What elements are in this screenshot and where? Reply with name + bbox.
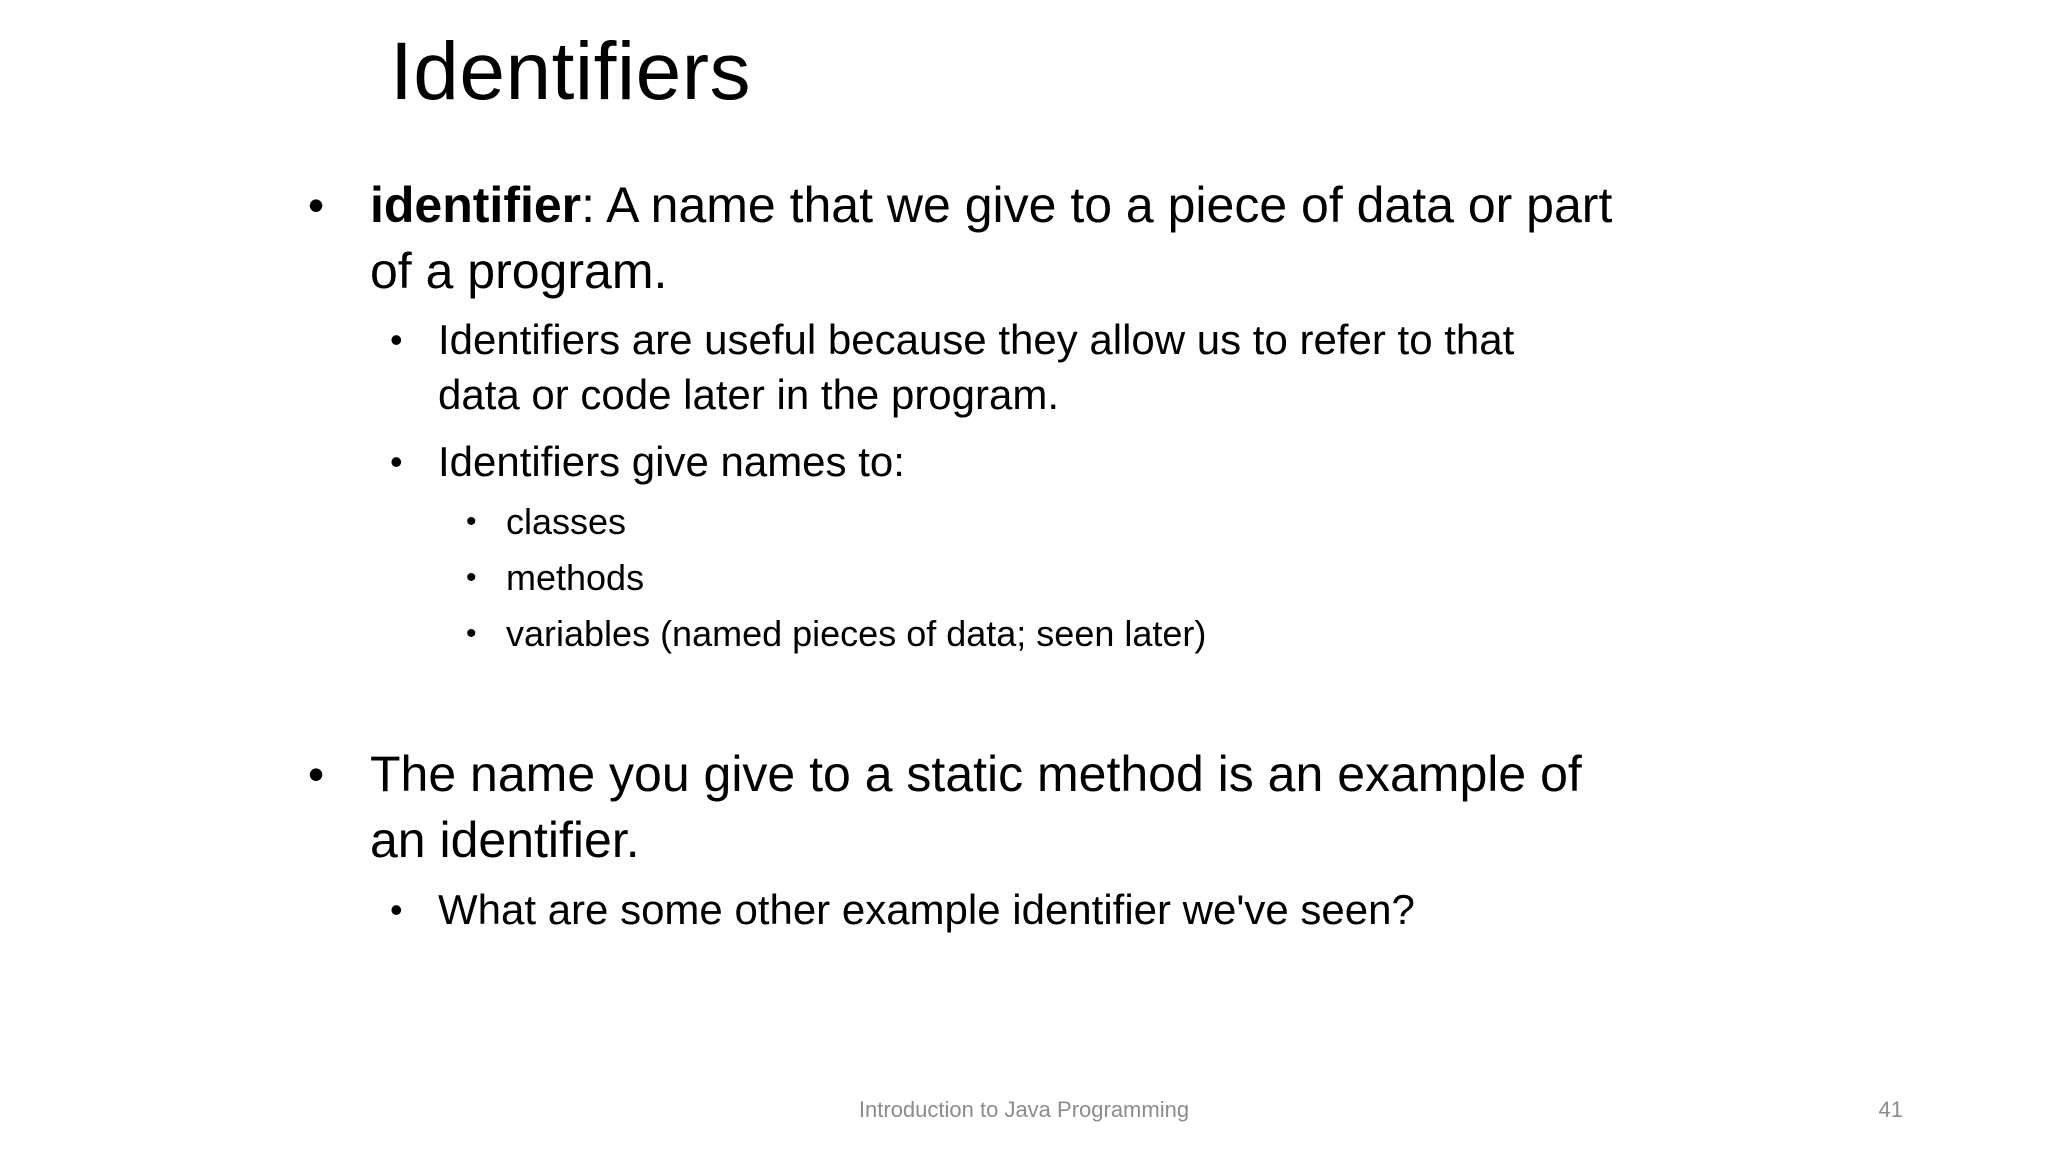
sub-bullet-useful [390, 312, 1514, 422]
slide-title: Identifiers [390, 26, 752, 117]
sub-bullet-question [390, 882, 1415, 937]
bullet-text-line-2: of a program. [370, 243, 668, 299]
list-item-methods [466, 553, 644, 603]
bullet-text-line-1: The name you give to a static method is an example of [370, 746, 1582, 802]
sub-bullet-text: Identifiers give names to: [438, 438, 905, 485]
bullet-static-method-example [308, 741, 1582, 873]
list-item-text: classes [506, 501, 627, 542]
bullet-marker: • [308, 179, 325, 231]
term-identifier: identifier [370, 177, 582, 233]
sub-bullet-text: What are some other example identifier we've seen? [438, 886, 1415, 933]
footer-course-title: Introduction to Java Programming [858, 1097, 1190, 1122]
bullet-identifier-definition [308, 172, 1612, 304]
list-item-text: methods [506, 557, 645, 598]
bullet-text-line-2: an identifier. [370, 812, 640, 868]
bullet-marker: • [390, 319, 403, 360]
list-item-classes [466, 497, 626, 547]
sub-bullet-text-line-2: data or code later in the program. [438, 371, 1060, 418]
bullet-marker: • [466, 617, 477, 650]
bullet-marker: • [466, 505, 477, 538]
bullet-marker: • [466, 561, 477, 594]
bullet-marker: • [390, 889, 403, 930]
sub-bullet-text-line-1: Identifiers are useful because they allow us to refer to that [438, 316, 1515, 363]
definition-text: : A name that we give to a piece of data or part [581, 177, 1613, 233]
sub-bullet-give-names [390, 434, 905, 489]
bullet-text-line [370, 172, 1612, 238]
bullet-marker: • [390, 441, 403, 482]
list-item-text: variables (named pieces of data; seen later) [506, 613, 1207, 654]
bullet-marker: • [308, 748, 325, 800]
list-item-variables [466, 609, 1206, 659]
footer-page-number: 41 [1878, 1097, 1903, 1122]
